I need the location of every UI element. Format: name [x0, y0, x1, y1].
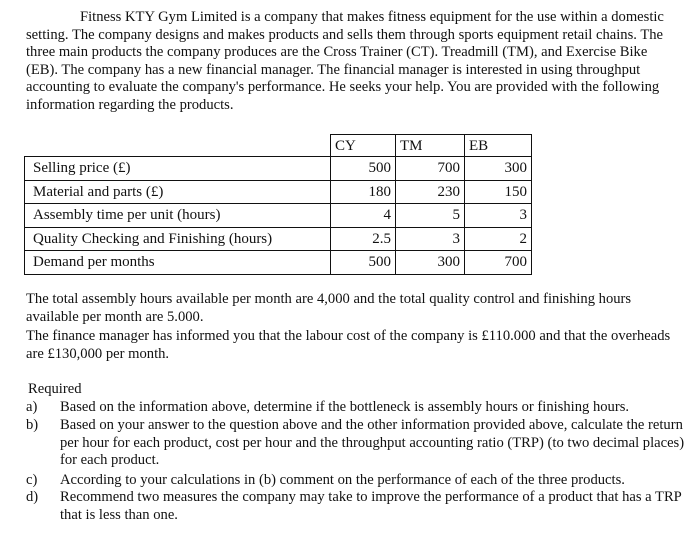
cell-tm: 230: [396, 180, 465, 204]
required-heading: Required: [28, 381, 82, 397]
row-label: Assembly time per unit (hours): [25, 204, 331, 228]
question-text: Recommend two measures the company may take to improve the performance of a product that has a TRP that is less than one.: [60, 489, 682, 523]
question-text: Based on the information above, determine if the bottleneck is assembly hours or finishing hours.: [60, 399, 630, 415]
cell-cy: 500: [331, 251, 396, 275]
question-label: c): [26, 472, 38, 488]
cell-cy: 4: [331, 204, 396, 228]
labour-cost-paragraph: The finance manager has informed you that the labour cost of the company is £110.000 and that the overheads are £130,000 per month.: [26, 328, 671, 362]
question-label: a): [26, 399, 38, 415]
row-label: Demand per months: [25, 251, 331, 275]
cell-cy: 180: [331, 180, 396, 204]
intro-text: Fitness KTY Gym Limited is a company that makes fitness equipment for the use within a domestic setting. The company designs and makes products and sells them through sports equipment retail chains. The three main products the company produces are the Cross Trainer (CT). Treadmill (TM), and Exercise Bike (EB). The company has a new financial manager. The financial manager is interested in using throughput accounting to evaluate the company's performance. He seeks your help. You are provided with the following information regarding the products.: [26, 9, 664, 113]
row-label: Selling price (£): [25, 157, 331, 181]
intro-paragraph: [26, 9, 678, 114]
cell-eb: 300: [465, 157, 532, 181]
cell-tm: 700: [396, 157, 465, 181]
cell-eb: 700: [465, 251, 532, 275]
table-row: [25, 180, 532, 204]
header-tm: TM: [396, 135, 465, 157]
cell-eb: 3: [465, 204, 532, 228]
header-eb: EB: [465, 135, 532, 157]
header-cy: CY: [331, 135, 396, 157]
question-label: d): [26, 489, 39, 505]
cell-cy: 500: [331, 157, 396, 181]
cell-cy: 2.5: [331, 227, 396, 251]
header-blank-cell: [25, 135, 331, 157]
question-text: Based on your answer to the question above and the other information provided above, calculate the return per hour for each product, cost per hour and the throughput accounting ratio (TRP) (to two decimal places) for each product.: [60, 417, 685, 468]
cell-tm: 5: [396, 204, 465, 228]
cell-tm: 300: [396, 251, 465, 275]
cell-tm: 3: [396, 227, 465, 251]
cell-eb: 150: [465, 180, 532, 204]
question-label: b): [26, 417, 39, 433]
row-label: Material and parts (£): [25, 180, 331, 204]
table-header-row: [25, 135, 532, 157]
table-row: [25, 204, 532, 228]
table-row: [25, 251, 532, 275]
table-row: [25, 157, 532, 181]
product-table-wrapper: [24, 134, 532, 275]
product-table: [24, 134, 532, 275]
question-text: According to your calculations in (b) comment on the performance of each of the three products.: [60, 472, 625, 488]
cell-eb: 2: [465, 227, 532, 251]
table-row: [25, 227, 532, 251]
row-label: Quality Checking and Finishing (hours): [25, 227, 331, 251]
assembly-hours-paragraph: The total assembly hours available per month are 4,000 and the total quality control and finishing hours available per month are 5.000.: [26, 291, 632, 325]
